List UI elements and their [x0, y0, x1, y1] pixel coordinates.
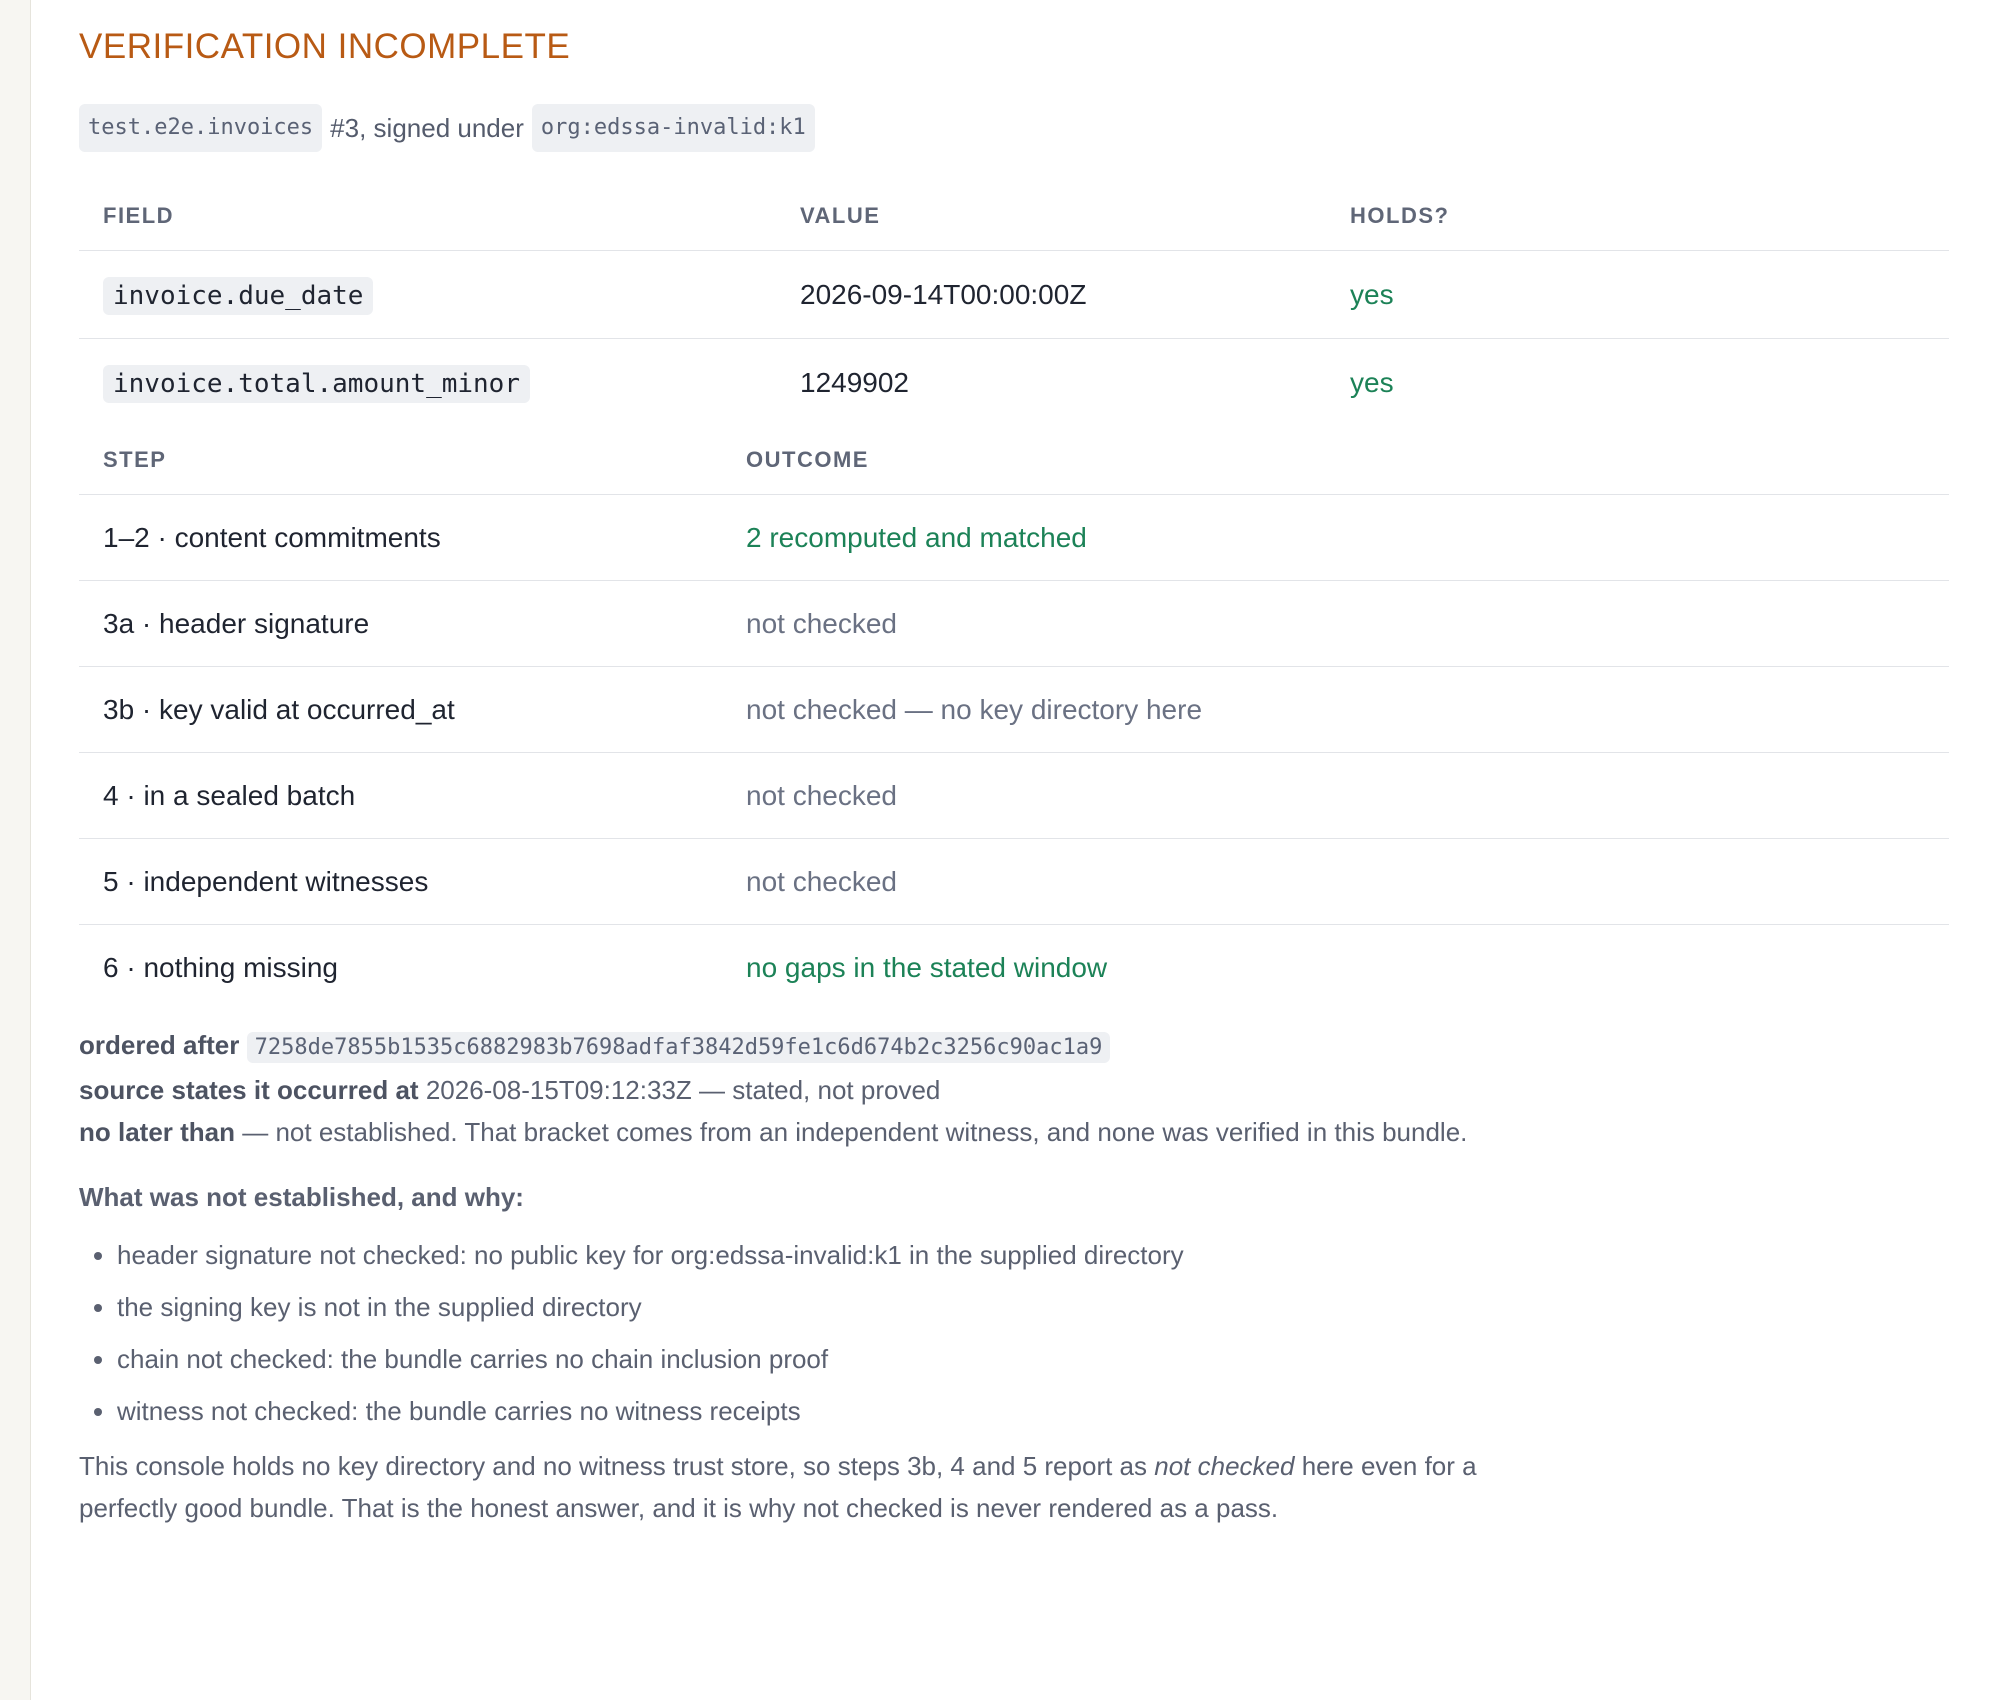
field-cell	[79, 339, 776, 427]
step-cell: 3b · key valid at occurred_at	[79, 667, 722, 753]
list-item: • header signature not checked: no public key for org:edssa-invalid:k1 in the supplied directory	[117, 1235, 1948, 1275]
steps-table	[79, 426, 1949, 1010]
note-text-2: here even for a perfectly good bundle. That is the honest answer, and it is why not checked is never rendered as a pass.	[79, 1451, 1477, 1523]
ordered-after-line	[79, 1024, 1519, 1069]
verification-status-title: VERIFICATION INCOMPLETE	[79, 27, 571, 66]
step-cell: 6 · nothing missing	[103, 951, 339, 983]
not-established-heading: What was not established, and why:	[79, 1182, 524, 1212]
not-established-list	[79, 1235, 1948, 1431]
table-row	[79, 251, 1949, 339]
fields-table	[79, 182, 1949, 426]
ordered-after-label: ordered after	[79, 1030, 240, 1060]
field-column-header: FIELD	[79, 182, 776, 251]
console-note	[79, 1445, 1519, 1529]
bundle-subtitle	[79, 104, 1948, 152]
step-cell: 1–2 · content commitments	[79, 495, 722, 581]
occurred-at-value: 2026-08-15T09:12:33Z — stated, not proved	[425, 1075, 941, 1105]
table-row	[79, 839, 1949, 925]
holds-cell: yes	[1350, 366, 1394, 398]
no-later-than-value: — not established. That bracket comes from an independent witness, and none was verified in this bundle.	[242, 1117, 1468, 1147]
verification-panel	[30, 0, 2000, 1700]
outcome-column-header: OUTCOME	[722, 426, 1949, 495]
step-column-header: STEP	[79, 426, 722, 495]
list-item: • chain not checked: the bundle carries no chain inclusion proof	[117, 1339, 1948, 1379]
list-item: • the signing key is not in the supplied directory	[117, 1287, 1948, 1327]
step-cell: 5 · independent witnesses	[79, 839, 722, 925]
stream-name: test.e2e.invoices	[79, 104, 322, 152]
outcome-cell: not checked	[722, 753, 1949, 839]
outcome-cell: not checked	[722, 581, 1949, 667]
table-row	[79, 581, 1949, 667]
steps-table-header	[79, 426, 1949, 495]
note-text-1: This console holds no key directory and no witness trust store, so steps 3b, 4 and 5 report as	[79, 1451, 1148, 1481]
fields-table-header	[79, 182, 1949, 251]
table-row	[79, 667, 1949, 753]
outcome-cell: no gaps in the stated window	[746, 951, 1108, 983]
outcome-cell: 2 recomputed and matched	[722, 495, 1949, 581]
signing-key-id: org:edssa-invalid:k1	[532, 104, 815, 152]
step-cell: 3a · header signature	[79, 581, 722, 667]
field-name: invoice.total.amount_minor	[103, 365, 530, 403]
holds-column-header: HOLDS?	[1326, 182, 1949, 251]
list-item: • witness not checked: the bundle carries no witness receipts	[117, 1391, 1948, 1431]
step-cell: 4 · in a sealed batch	[79, 753, 722, 839]
table-row	[79, 339, 1949, 427]
value-cell: 1249902	[800, 366, 910, 398]
value-column-header: VALUE	[776, 182, 1326, 251]
ordered-after-hash: 7258de7855b1535c6882983b7698adfaf3842d59fe1c6d674b2c3256c90ac1a9	[247, 1032, 1111, 1063]
table-row	[79, 495, 1949, 581]
sequence-text: #3, signed under	[330, 113, 524, 143]
occurred-at-line	[79, 1069, 1519, 1111]
note-emphasis: not checked	[1154, 1451, 1295, 1481]
no-later-than-label: no later than	[79, 1117, 236, 1147]
outcome-cell: not checked	[722, 839, 1949, 925]
table-row	[79, 925, 1949, 1011]
field-cell	[79, 251, 776, 339]
occurred-at-label: source states it occurred at	[79, 1075, 419, 1105]
outcome-cell: not checked — no key directory here	[722, 667, 1949, 753]
ordering-details	[79, 1024, 1519, 1153]
holds-cell: yes	[1326, 251, 1949, 339]
no-later-than-line	[79, 1111, 1519, 1153]
value-cell: 2026-09-14T00:00:00Z	[776, 251, 1326, 339]
field-name: invoice.due_date	[103, 277, 373, 315]
table-row	[79, 753, 1949, 839]
